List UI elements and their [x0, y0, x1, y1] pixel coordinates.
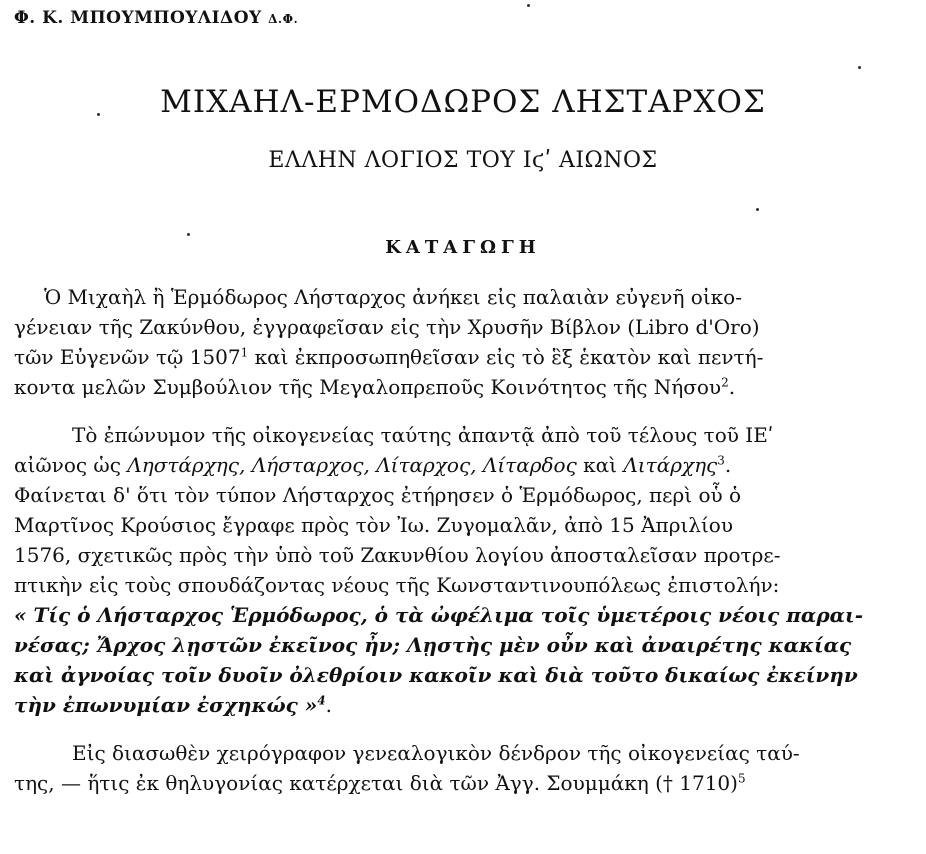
scan-speck	[858, 66, 861, 69]
running-head-author: Φ. Κ. ΜΠΟΥΜΠΟΥΛΙΔΟΥ	[14, 8, 262, 28]
quotation-line: νέσας; Ἄρχος λῃστῶν ἐκεῖνος ἦν; Λῃστὴς μὲν οὖν καὶ ἀναιρέτης κακίας	[14, 633, 852, 657]
text-run: καὶ	[576, 453, 624, 477]
text-line	[14, 768, 746, 798]
text-line: Εἰς διασωθὲν χειρόγραφον γενεαλογικὸν δένδρον τῆς οἰκογενείας ταύ-	[72, 741, 800, 765]
text-run: .	[728, 375, 736, 399]
text-line: πτικὴν εἰς τοὺς σπουδάζοντας νέους τῆς Κωνσταντινουπόλεως ἐπιστολήν:	[14, 573, 780, 597]
running-head-degree: Δ.Φ.	[268, 12, 299, 26]
text-line	[14, 450, 731, 480]
text-run: .	[724, 453, 732, 477]
section-heading: ΚΑΤΑΓΩΓΗ	[385, 237, 541, 258]
quotation-line	[14, 690, 332, 720]
footnote-ref: 5	[737, 771, 746, 786]
text-line: Τὸ ἐπώνυμον τῆς οἰκογενείας ταύτης ἀπαντᾷ ἀπὸ τοῦ τέλους τοῦ ΙΕʹ	[72, 423, 774, 447]
surname-variant: Λιτάρχης	[623, 453, 718, 477]
text-run: της, — ἥτις ἐκ θηλυγονίας κατέρχεται διὰ τῶν Ἀγγ. Σουμμάκη († 1710)	[14, 771, 738, 795]
footnote-ref: 1	[240, 345, 249, 360]
quotation-line: καὶ ἀγνοίας τοῖν δυοῖν ὀλεθρίοιν κακοῖν καὶ διὰ τοῦτο δικαίως ἐκείνην	[14, 663, 858, 687]
text-line: 1576, σχετικῶς πρὸς τὴν ὑπὸ τοῦ Ζακυνθίου λογίου ἀποσταλεῖσαν προτρε-	[14, 543, 781, 567]
text-line: Μαρτῖνος Κρούσιος ἔγραφε πρὸς τὸν Ἰω. Ζυγομαλᾶν, ἀπὸ 15 Ἀπριλίου	[14, 513, 734, 537]
text-line: Ὁ Μιχαὴλ ἢ Ἑρμόδωρος Λήσταρχος ἀνήκει εἰς παλαιὰν εὐγενῆ οἰκο-	[44, 285, 742, 309]
text-run: τῶν Εὐγενῶν τῷ 1507	[14, 345, 241, 369]
surname-variants: Ληστάρχης, Λήσταρχος, Λίταρχος, Λίταρδος	[127, 453, 577, 477]
scan-speck	[756, 208, 759, 211]
footnote-ref: 2	[721, 375, 729, 390]
heading-text: ΜΙΧΑΗΛ-ΕΡΜΟΔΩΡΟΣ ΛΗΣΤΑΡΧΟΣ	[160, 84, 766, 120]
running-head	[14, 8, 298, 28]
heading-text: ΕΛΛΗΝ ΛΟΓΙΟΣ ΤΟΥ Ιϛʹ ΑΙΩΝΟΣ	[268, 148, 658, 173]
text-run: .	[325, 693, 332, 717]
scan-speck	[187, 233, 190, 236]
text-line	[14, 372, 735, 402]
footnote-ref: 4	[317, 693, 326, 708]
text-run: αἰῶνος ὡς	[14, 453, 128, 477]
text-line: Φαίνεται δ' ὅτι τὸν τύπον Λήσταρχος ἐτήρησεν ὁ Ἑρμόδωρος, περὶ οὗ ὁ	[14, 483, 742, 507]
text-run: κοντα μελῶν Συμβούλιον τῆς Μεγαλοπρεποῦς Κοινότητος τῆς Νήσου	[14, 375, 722, 399]
text-run: καὶ ἐκπροσωπηθεῖσαν εἰς τὸ ἓξ ἑκατὸν καὶ πεντή-	[248, 345, 764, 369]
article-title	[0, 84, 926, 120]
scan-speck	[97, 113, 100, 116]
text-line: γένειαν τῆς Ζακύνθου, ἐγγραφεῖσαν εἰς τὴν Χρυσῆν Βίβλον (Libro d'Oro)	[14, 315, 760, 339]
article-subtitle	[0, 148, 926, 173]
scan-speck	[527, 4, 530, 7]
footnote-ref: 3	[717, 453, 725, 468]
quotation-line: « Τίς ὁ Λήσταρχος Ἑρμόδωρος, ὁ τὰ ὠφέλιμα τοῖς ὑμετέροις νέοις παραι-	[14, 603, 863, 627]
text-run: τὴν ἐπωνυμίαν ἐσχηκώς »	[14, 693, 318, 717]
text-line	[14, 342, 763, 372]
